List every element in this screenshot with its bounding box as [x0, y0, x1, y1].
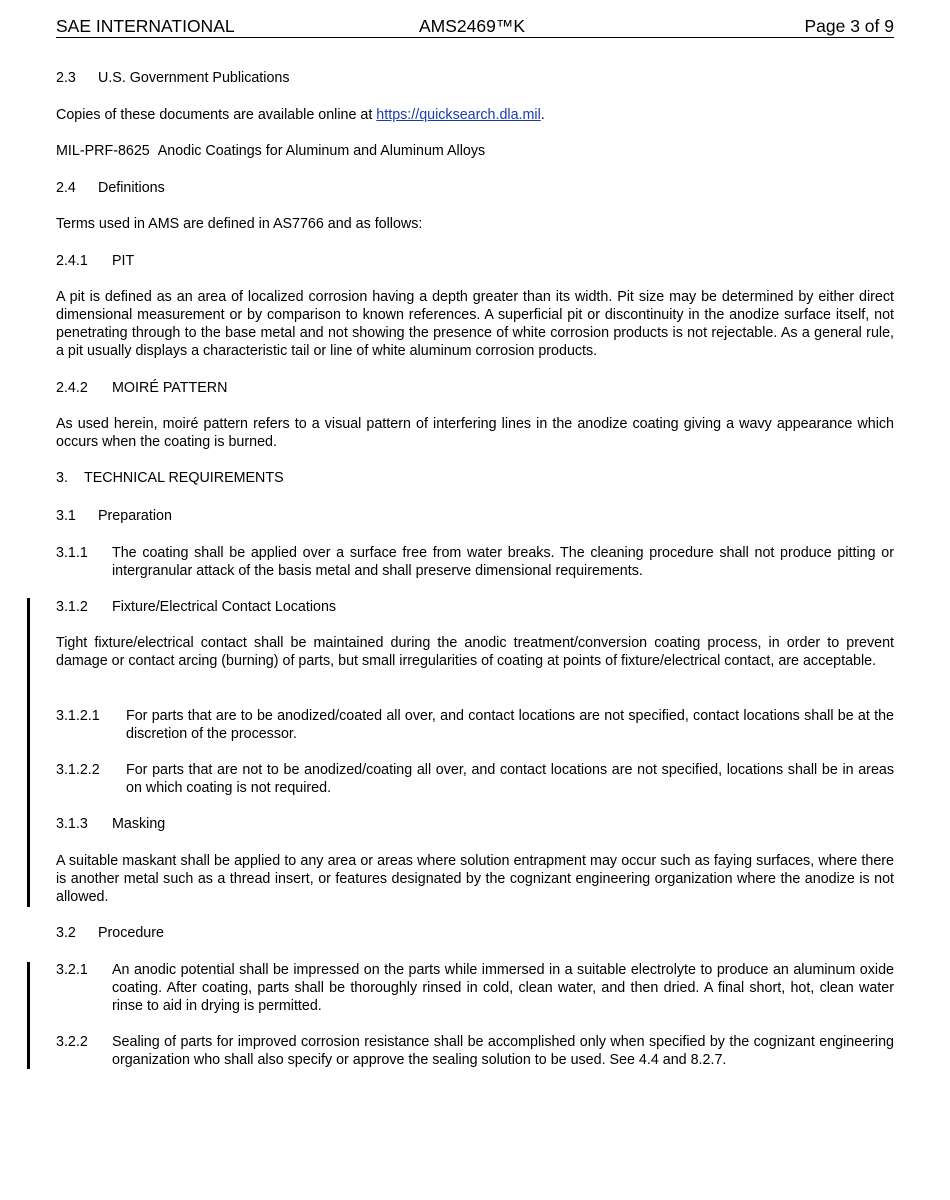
section-3-1-3-heading — [56, 815, 894, 833]
section-2-4-2-heading — [56, 379, 894, 397]
section-title: Definitions — [98, 180, 165, 196]
section-title: Masking — [112, 816, 166, 832]
section-body: The coating shall be applied over a surface free from water breaks. The cleaning procedure shall not produce pitting or intergranular attack of the basis metal and shall preserve dimensional requirements. — [112, 545, 894, 579]
section-number: 2.4.2 — [56, 380, 88, 396]
section-number: 3.2.2 — [56, 1034, 88, 1050]
section-number: 2.3 — [56, 70, 76, 86]
section-number: 2.4 — [56, 180, 76, 196]
section-2-4-heading — [56, 179, 894, 197]
section-title: TECHNICAL REQUIREMENTS — [84, 470, 284, 486]
copies-suffix: . — [540, 107, 545, 123]
reference-id: MIL-PRF-8625 — [56, 143, 150, 159]
section-3-1-1 — [56, 544, 894, 580]
section-number: 3.1.2 — [56, 599, 88, 615]
section-title: MOIRÉ PATTERN — [112, 380, 228, 396]
section-number: 3.1.1 — [56, 545, 88, 561]
reference-title: Anodic Coatings for Aluminum and Aluminum Alloys — [157, 143, 486, 159]
moire-definition: As used herein, moiré pattern refers to a visual pattern of interfering lines in the anodize coating giving a wavy appearance which occurs when the coating is burned. — [56, 416, 894, 450]
section-title: PIT — [112, 253, 135, 269]
section-body: An anodic potential shall be impressed on the parts while immersed in a suitable electrolyte to produce an aluminum oxide coating. After coating, parts shall be thoroughly rinsed in cold, clean water, and then dried. A final short, hot, clean water rinse to aid in drying is permitted. — [112, 962, 894, 1014]
section-number: 3.2 — [56, 925, 76, 941]
section-body: For parts that are not to be anodized/coating all over, and contact locations are not specified, locations shall be in areas on which coating is not required. — [126, 762, 894, 796]
definitions-intro: Terms used in AMS are defined in AS7766 and as follows: — [56, 216, 423, 232]
header-org: SAE INTERNATIONAL — [56, 16, 235, 36]
masking-paragraph: A suitable maskant shall be applied to any area or areas where solution entrapment may occur such as faying surfaces, where there is another metal such as a thread insert, or features designated by the cognizant engineering organization where the anodize is not allowed. — [56, 853, 894, 905]
change-bar — [27, 598, 30, 907]
copies-text: Copies of these documents are available online at — [56, 107, 377, 123]
copies-paragraph — [56, 106, 894, 124]
section-3-heading — [56, 469, 894, 487]
fixture-contact-paragraph: Tight fixture/electrical contact shall be maintained during the anodic treatment/conversion coating process, in order to prevent damage or contact arcing (burning) of parts, but small irregularities of coating at points of fixture/electrical contact, are acceptable. — [56, 635, 894, 669]
section-3-2-1 — [56, 961, 894, 1015]
reference-mil-prf-8625 — [56, 142, 894, 160]
section-number: 2.4.1 — [56, 253, 88, 269]
section-3-2-2 — [56, 1033, 894, 1069]
change-bar — [27, 962, 30, 1069]
section-body: Sealing of parts for improved corrosion resistance shall be accomplished only when specified by the cognizant engineering organization who shall also specify or approve the sealing solution to be used. See 4.4 and 8.2.7. — [112, 1034, 894, 1068]
section-title: U.S. Government Publications — [98, 70, 290, 86]
page-header — [56, 15, 894, 38]
section-number: 3.1.2.1 — [56, 708, 100, 724]
section-2-4-1-heading — [56, 252, 894, 270]
section-number: 3. — [56, 470, 68, 486]
section-2-3-heading — [56, 69, 894, 87]
quicksearch-link[interactable]: https://quicksearch.dla.mil — [376, 107, 541, 123]
section-number: 3.1.2.2 — [56, 762, 100, 778]
section-title: Procedure — [98, 925, 164, 941]
section-title: Fixture/Electrical Contact Locations — [112, 599, 337, 615]
header-doc-id: AMS2469™K — [419, 16, 526, 36]
section-body: For parts that are to be anodized/coated all over, and contact locations are not specified, contact locations shall be at the discretion of the processor. — [126, 708, 894, 742]
pit-definition: A pit is defined as an area of localized corrosion having a depth greater than its width. Pit size may be determined by either direct dimensional measurement or by comparison to known references. A superficial pit or discontinuity in the anodize surface itself, not penetrating through to the base metal and not showing the presence of white corrosion products is not rejectable. As a general rule, a pit usually displays a characteristic tail or line of white aluminum corrosion products. — [56, 289, 894, 359]
section-3-1-2-1 — [56, 707, 894, 743]
section-3-2-heading — [56, 924, 894, 942]
header-page-number: Page 3 of 9 — [804, 16, 894, 36]
section-number: 3.2.1 — [56, 962, 88, 978]
section-number: 3.1 — [56, 508, 76, 524]
section-3-1-2-heading — [56, 598, 894, 616]
section-3-1-2-2 — [56, 761, 894, 797]
section-3-1-heading — [56, 507, 894, 525]
section-title: Preparation — [98, 508, 172, 524]
section-number: 3.1.3 — [56, 816, 88, 832]
